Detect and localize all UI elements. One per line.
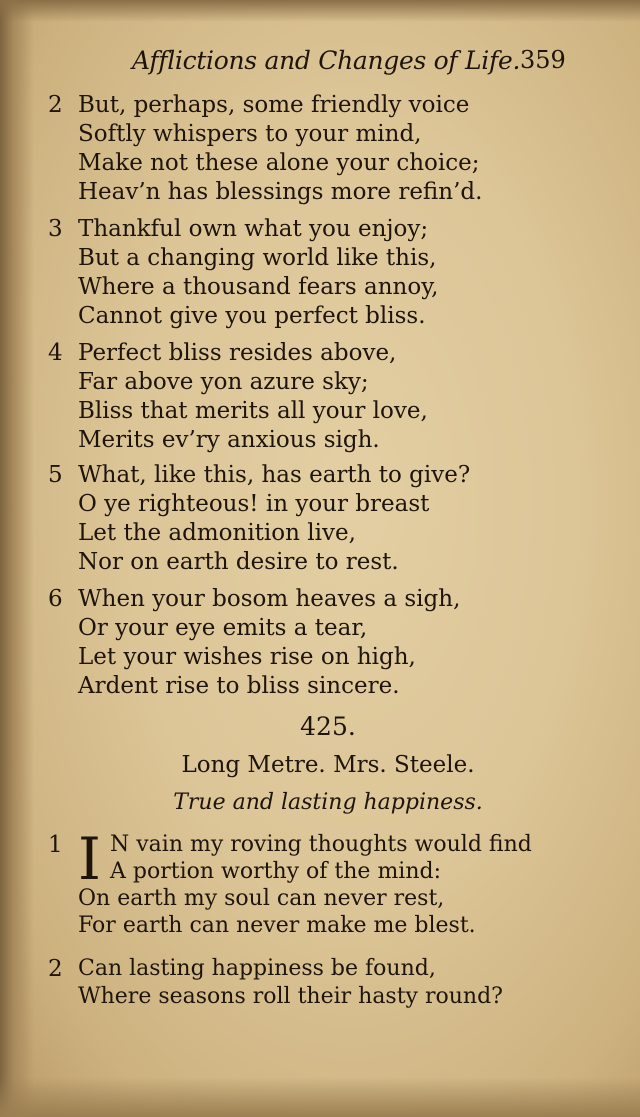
stanza-number: 4 [48,340,63,366]
verse-line: O ye righteous! in your breast [78,491,430,517]
running-title: Afflictions and Changes of Life. [132,46,521,75]
hymn-subtitle: True and lasting happiness. [173,790,483,815]
verse-line: Bliss that merits all your love, [78,398,428,424]
verse-line: Perfect bliss resides above, [78,340,397,366]
stanza-number: 6 [48,586,63,612]
verse-line: Let your wishes rise on high, [78,644,416,670]
stanza-number: 5 [48,462,63,488]
verse-line: Make not these alone your choice; [78,150,480,176]
page-gutter-shadow [0,0,34,1117]
page-header [0,40,640,80]
verse-line: Ardent rise to bliss sincere. [78,673,400,699]
verse-line: What, like this, has earth to give? [78,462,471,488]
stanza-number: 3 [48,216,63,242]
verse-line: Cannot give you perfect bliss. [78,303,426,329]
hymn-meter-author [0,752,640,778]
drop-cap: I [78,825,101,893]
verse-line: Far above yon azure sky; [78,369,369,395]
verse-line: Or your eye emits a tear, [78,615,368,641]
verse-line: Let the admonition live, [78,520,356,546]
verse-line: Where seasons roll their hasty round? [78,984,503,1009]
stanza-number: 1 [48,832,63,858]
verse-line: Nor on earth desire to rest. [78,549,399,575]
verse-line: But a changing world like this, [78,245,437,271]
hymn-author: Mrs. Steele. [333,752,475,778]
verse-line: A portion worthy of the mind: [110,859,441,884]
hymn-number: 425. [300,712,356,741]
verse-line: For earth can never make me blest. [78,913,476,938]
page-number: 359 [520,46,566,74]
page-top-edge [0,0,640,22]
stanza-number: 2 [48,92,63,118]
verse-line: Heav’n has blessings more refin’d. [78,179,483,205]
hymn-meter: Long Metre. [181,752,326,778]
verse-line: Softly whispers to your mind, [78,121,422,147]
verse-line: When your bosom heaves a sigh, [78,586,461,612]
verse-line: Where a thousand fears annoy, [78,274,439,300]
verse-line: But, perhaps, some friendly voice [78,92,470,118]
verse-line: On earth my soul can never rest, [78,886,445,911]
page-bottom-edge [0,1077,640,1117]
verse-line: Merits ev’ry anxious sigh. [78,427,380,453]
verse-line: N vain my roving thoughts would find [110,832,532,857]
verse-line: Can lasting happiness be found, [78,956,436,981]
stanza-number: 2 [48,956,63,982]
verse-line: Thankful own what you enjoy; [78,216,429,242]
